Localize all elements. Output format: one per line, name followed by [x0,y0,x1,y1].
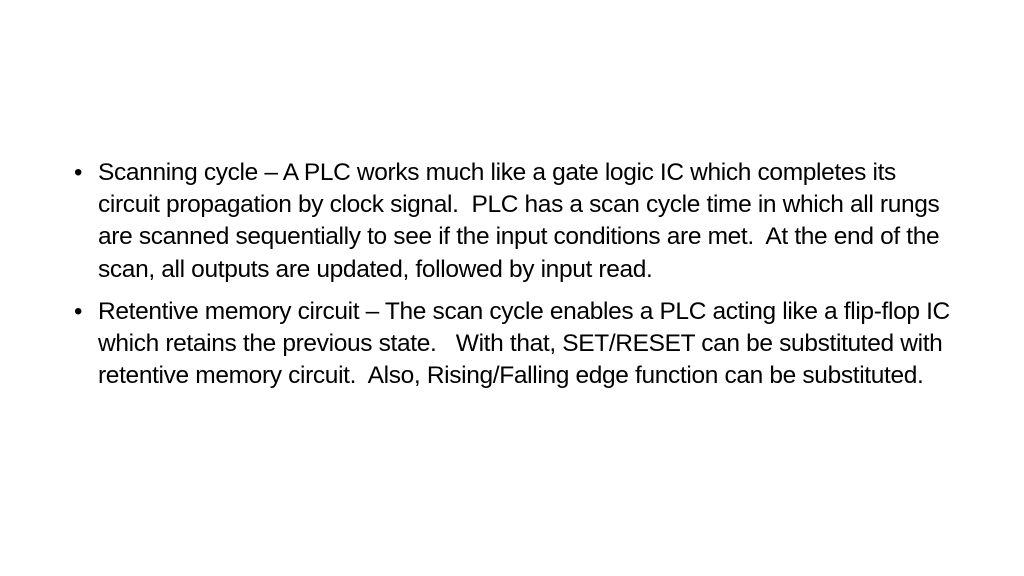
bullet-marker-icon: • [74,159,83,186]
bullet-text: Retentive memory circuit – The scan cycle enables a PLC acting like a flip-flop IC which retains the previous state. With that, SET/RESET can be substituted with retentive memory circuit. Also, Rising/Falling edge function can be substituted. [98,297,957,390]
bullet-item-scanning-cycle [74,157,954,286]
bullet-text: Scanning cycle – A PLC works much like a gate logic IC which completes its circuit propagation by clock signal. PLC has a scan cycle time in which all rungs are scanned sequentially to see if the input conditions are met. At the end of the scan, all outputs are updated, followed by input read. [98,159,946,283]
bullet-item-retentive-memory [74,296,957,393]
bullet-marker-icon: • [74,297,83,325]
bullet-list [74,157,957,402]
